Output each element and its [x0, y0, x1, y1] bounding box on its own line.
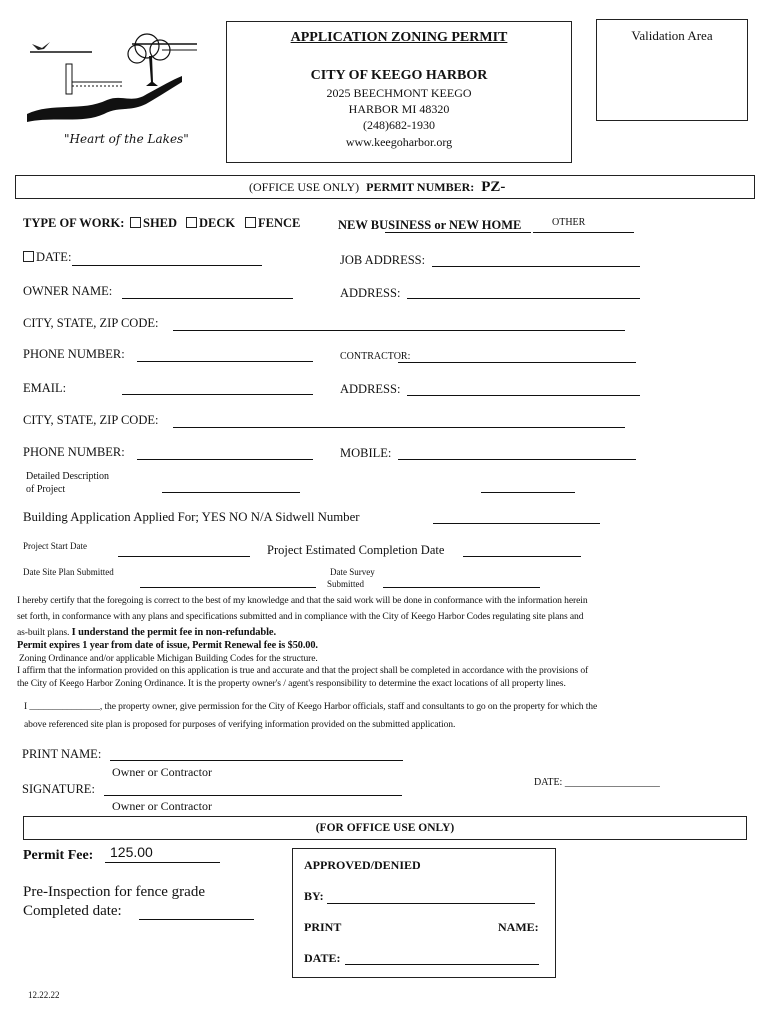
website: www.keegoharbor.org: [345, 135, 453, 149]
contractor-line[interactable]: [398, 362, 636, 363]
site-plan-line[interactable]: [140, 587, 316, 588]
phone-number2-label: PHONE NUMBER:: [23, 445, 125, 459]
city-state-zip-line[interactable]: [173, 330, 625, 331]
affirm-line-1: I affirm that the information provided on this application is true and accurate and that the project shall be completed in accordance with the provisions of: [17, 665, 589, 676]
sidwell-number-line[interactable]: [433, 523, 600, 524]
permit-fee-value[interactable]: 125.00: [110, 844, 153, 860]
mobile-line[interactable]: [398, 459, 636, 460]
zoning-ordinance-line: Zoning Ordinance and/or applicable Michigan Building Codes for the structure.: [19, 653, 318, 664]
phone-number-line[interactable]: [137, 361, 313, 362]
permit-number-bar: [15, 175, 755, 199]
non-refundable-notice: I understand the permit fee in non-refundable.: [71, 627, 276, 638]
city-name: CITY OF KEEGO HARBOR: [310, 68, 488, 83]
project-start-label: Project Start Date: [23, 541, 87, 551]
permit-prefix: PZ-: [481, 179, 506, 195]
permit-expiry-notice: Permit expires 1 year from date of issue, Permit Renewal fee is $50.00.: [17, 640, 318, 651]
project-start-line[interactable]: [118, 556, 250, 557]
approval-box: [292, 848, 556, 978]
office-use-bar: [23, 816, 747, 840]
owner-name-line[interactable]: [122, 298, 293, 299]
project-completion-line[interactable]: [463, 556, 581, 557]
signature-line[interactable]: [104, 795, 402, 796]
by-label: BY:: [304, 889, 324, 903]
email-line[interactable]: [122, 394, 313, 395]
date-checkbox-label[interactable]: DATE:: [23, 250, 71, 265]
owner-contractor-caption-1: Owner or Contractor: [112, 765, 212, 779]
affirm-line-2: the City of Keego Harbor Zoning Ordinance. It is the property owner's / agent's responsibility to determine the exact locations of all property lines.: [17, 678, 566, 689]
new-business-label: NEW BUSINESS or NEW HOME: [338, 218, 522, 232]
city-logo: [22, 22, 202, 152]
permit-fee-line: [105, 862, 220, 863]
address2-label: ADDRESS:: [340, 382, 401, 396]
owner-name-label: OWNER NAME:: [23, 284, 113, 298]
checkbox-icon[interactable]: [186, 217, 197, 228]
print-label: PRINT: [304, 920, 342, 934]
new-business-underline: [385, 232, 531, 233]
mobile-label: MOBILE:: [340, 446, 392, 460]
approval-name-label: NAME:: [498, 920, 539, 934]
checkbox-icon[interactable]: [245, 217, 256, 228]
pre-inspection-label: Pre-Inspection for fence grade: [23, 884, 205, 900]
print-name-label: PRINT NAME:: [22, 747, 102, 761]
form-title: APPLICATION ZONING PERMIT: [290, 30, 508, 45]
job-address-label: JOB ADDRESS:: [340, 253, 426, 267]
owner-contractor-caption-2: Owner or Contractor: [112, 799, 212, 813]
checkbox-icon[interactable]: [23, 251, 34, 262]
description-line-1[interactable]: [162, 492, 300, 493]
certification-line-1: I hereby certify that the foregoing is correct to the best of my knowledge and that the said work will be done in conformance with the information herein: [17, 595, 588, 606]
by-line[interactable]: [327, 903, 535, 904]
revision-date: 12.22.22: [28, 990, 60, 1000]
phone-number2-line[interactable]: [137, 459, 313, 460]
logo-graphic: [22, 22, 202, 137]
checkbox-deck[interactable]: DECK: [186, 216, 235, 231]
print-name-line[interactable]: [110, 760, 403, 761]
address2-line[interactable]: [407, 395, 640, 396]
approved-denied-label: APPROVED/DENIED: [304, 858, 421, 872]
survey-label-2: Submitted: [327, 579, 365, 589]
checkbox-fence[interactable]: FENCE: [245, 216, 300, 231]
project-completion-label: Project Estimated Completion Date: [267, 543, 445, 557]
phone-number-label: PHONE NUMBER:: [23, 347, 125, 361]
completed-date-label: Completed date:: [23, 903, 122, 919]
permit-fee-label: Permit Fee:: [23, 848, 94, 863]
city-state-zip2-line[interactable]: [173, 427, 625, 428]
building-application-label: Building Application Applied For; YES NO N/A Sidwell Number: [23, 510, 360, 524]
email-label: EMAIL:: [23, 381, 67, 395]
approval-date-label: DATE:: [304, 951, 341, 965]
completed-date-line[interactable]: [139, 919, 254, 920]
certification-line-3a: as-built plans.: [17, 627, 70, 638]
contractor-label: CONTRACTOR:: [340, 351, 411, 362]
permission-line-1: I _______________, the property owner, give permission for the City of Keego Harbor officials, staff and consultants to go on the property for which the: [24, 701, 598, 712]
survey-line[interactable]: [383, 587, 540, 588]
address-line2: HARBOR MI 48320: [348, 102, 450, 116]
address-label: ADDRESS:: [340, 286, 401, 300]
address-line1: 2025 BEECHMONT KEEGO: [326, 86, 472, 100]
address-line[interactable]: [407, 298, 640, 299]
permission-line-2: above referenced site plan is proposed for purposes of verifying information provided on the submitted application.: [24, 719, 456, 730]
other-line[interactable]: [533, 232, 634, 233]
approval-date-line[interactable]: [345, 964, 539, 965]
city-state-zip2-label: CITY, STATE, ZIP CODE:: [23, 413, 159, 427]
site-plan-label: Date Site Plan Submitted: [23, 567, 114, 577]
office-use-label: (OFFICE USE ONLY): [249, 180, 360, 194]
signature-date-label[interactable]: DATE: ___________________: [534, 777, 660, 788]
permit-number-label: PERMIT NUMBER:: [366, 180, 475, 194]
type-of-work-label: TYPE OF WORK:: [23, 216, 125, 230]
job-address-line[interactable]: [432, 266, 640, 267]
logo-tagline: "Heart of the Lakes": [64, 132, 189, 146]
validation-label: Validation Area: [631, 28, 713, 43]
signature-label: SIGNATURE:: [22, 782, 95, 796]
phone: (248)682-1930: [363, 118, 435, 132]
survey-label-1: Date Survey: [330, 567, 375, 577]
header-box: [226, 21, 572, 163]
validation-area[interactable]: [596, 19, 748, 121]
description-label-2: of Project: [26, 484, 66, 495]
checkbox-shed[interactable]: SHED: [130, 216, 177, 231]
other-label: OTHER: [552, 217, 586, 228]
date-line[interactable]: [72, 265, 262, 266]
city-state-zip-label: CITY, STATE, ZIP CODE:: [23, 316, 159, 330]
certification-line-2: set forth, in conformance with any plans and specifications submitted and in compliance with the City of Keego Harbor Codes regulating site plans and: [17, 611, 584, 622]
description-label-1: Detailed Description: [26, 471, 110, 482]
office-use-bar-label: (FOR OFFICE USE ONLY): [315, 822, 455, 834]
description-line-2[interactable]: [481, 492, 575, 493]
checkbox-icon[interactable]: [130, 217, 141, 228]
